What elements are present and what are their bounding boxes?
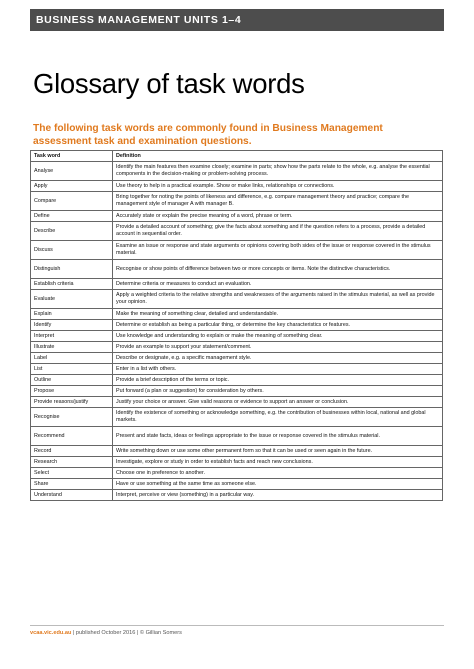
definition: Provide a brief description of the terms or topic. — [113, 375, 443, 386]
task-word: Illustrate — [31, 342, 113, 353]
table-row — [31, 309, 443, 320]
definition: Recognise or show points of difference between two or more concepts or items. Note the distinctive characteristics. — [113, 260, 443, 279]
header-bar — [30, 9, 444, 31]
definition: Interpret, perceive or view (something) in a particular way. — [113, 490, 443, 501]
table-row — [31, 181, 443, 192]
task-word: Research — [31, 457, 113, 468]
task-word: Distinguish — [31, 260, 113, 279]
definition: Write something down or use some other permanent form so that it can be used or seen again in the future. — [113, 446, 443, 457]
table-row — [31, 320, 443, 331]
table-row — [31, 479, 443, 490]
table-row — [31, 386, 443, 397]
table-row — [31, 490, 443, 501]
task-word: Identify — [31, 320, 113, 331]
task-word: Record — [31, 446, 113, 457]
table-row — [31, 457, 443, 468]
footer-text: | published October 2016 | © Gillian Somers — [72, 630, 182, 636]
table-row — [31, 446, 443, 457]
column-header-task-word: Task word — [31, 151, 113, 162]
task-word: Analyse — [31, 162, 113, 181]
table-row — [31, 397, 443, 408]
table-row — [31, 290, 443, 309]
task-word: Recognise — [31, 408, 113, 427]
table-row — [31, 192, 443, 211]
task-word: Evaluate — [31, 290, 113, 309]
table-row — [31, 222, 443, 241]
table-row — [31, 468, 443, 479]
definition: Determine or establish as being a particular thing, or determine the key characteristics or features. — [113, 320, 443, 331]
definition: Identify the main features then examine closely; examine in parts; show how the parts relate to the whole, e.g. analyse the essential components in the decision-making or problem-solving process. — [113, 162, 443, 181]
glossary-table — [30, 150, 443, 501]
table-row — [31, 279, 443, 290]
intro-text: The following task words are commonly found in Business Management assessment task and examination questions. — [33, 123, 383, 148]
task-word: Outline — [31, 375, 113, 386]
definition: Identify the existence of something or acknowledge something, e.g. the contribution of businesses within local, national and global markets. — [113, 408, 443, 427]
definition: Determine criteria or measures to conduct an evaluation. — [113, 279, 443, 290]
definition: Bring together for noting the points of likeness and difference, e.g. compare management theory and practice; compare the management style of manager A with manager B. — [113, 192, 443, 211]
definition: Use theory to help in a practical example. Show or make links, relationships or connections. — [113, 181, 443, 192]
footer — [30, 630, 182, 636]
task-word: Discuss — [31, 241, 113, 260]
definition: Provide a detailed account of something; give the facts about something and if the question refers to a process, provide a detailed account in sequential order. — [113, 222, 443, 241]
unit-label: BUSINESS MANAGEMENT UNITS 1–4 — [36, 14, 242, 26]
definition: Choose one in preference to another. — [113, 468, 443, 479]
table-row — [31, 260, 443, 279]
table-row — [31, 427, 443, 446]
table-row — [31, 162, 443, 181]
definition: Provide an example to support your statement/comment. — [113, 342, 443, 353]
task-word: Interpret — [31, 331, 113, 342]
table-row — [31, 353, 443, 364]
task-word: List — [31, 364, 113, 375]
footer-site-link[interactable]: vcaa.vic.edu.au — [30, 630, 72, 636]
table-row — [31, 375, 443, 386]
table-row — [31, 342, 443, 353]
definition: Accurately state or explain the precise meaning of a word, phrase or term. — [113, 211, 443, 222]
table-row — [31, 211, 443, 222]
task-word: Compare — [31, 192, 113, 211]
definition: Describe or designate, e.g. a specific management style. — [113, 353, 443, 364]
definition: Have or use something at the same time as someone else. — [113, 479, 443, 490]
task-word: Establish criteria — [31, 279, 113, 290]
task-word: Describe — [31, 222, 113, 241]
column-header-definition: Definition — [113, 151, 443, 162]
table-body — [31, 162, 443, 501]
task-word: Understand — [31, 490, 113, 501]
task-word: Label — [31, 353, 113, 364]
table-row — [31, 241, 443, 260]
table-header-row — [31, 151, 443, 162]
table-row — [31, 408, 443, 427]
footer-divider — [30, 625, 444, 626]
task-word: Explain — [31, 309, 113, 320]
task-word: Recommend — [31, 427, 113, 446]
page-title: Glossary of task words — [33, 68, 305, 100]
definition: Investigate, explore or study in order to establish facts and reach new conclusions. — [113, 457, 443, 468]
definition: Use knowledge and understanding to explain or make the meaning of something clear. — [113, 331, 443, 342]
task-word: Define — [31, 211, 113, 222]
definition: Make the meaning of something clear, detailed and understandable. — [113, 309, 443, 320]
task-word: Select — [31, 468, 113, 479]
definition: Enter in a list with others. — [113, 364, 443, 375]
task-word: Apply — [31, 181, 113, 192]
task-word: Propose — [31, 386, 113, 397]
definition: Put forward (a plan or suggestion) for consideration by others. — [113, 386, 443, 397]
definition: Examine an issue or response and state arguments or opinions covering both sides of the issue or response covered in the stimulus material. — [113, 241, 443, 260]
table-row — [31, 364, 443, 375]
definition: Justify your choice or answer. Give valid reasons or evidence to support an answer or conclusion. — [113, 397, 443, 408]
table-row — [31, 331, 443, 342]
task-word: Provide reasons/justify — [31, 397, 113, 408]
task-word: Share — [31, 479, 113, 490]
definition: Present and state facts, ideas or feelings appropriate to the issue or response covered in the stimulus material. — [113, 427, 443, 446]
definition: Apply a weighted criteria to the relative strengths and weaknesses of the arguments raised in the stimulus material, as well as provide your opinion. — [113, 290, 443, 309]
